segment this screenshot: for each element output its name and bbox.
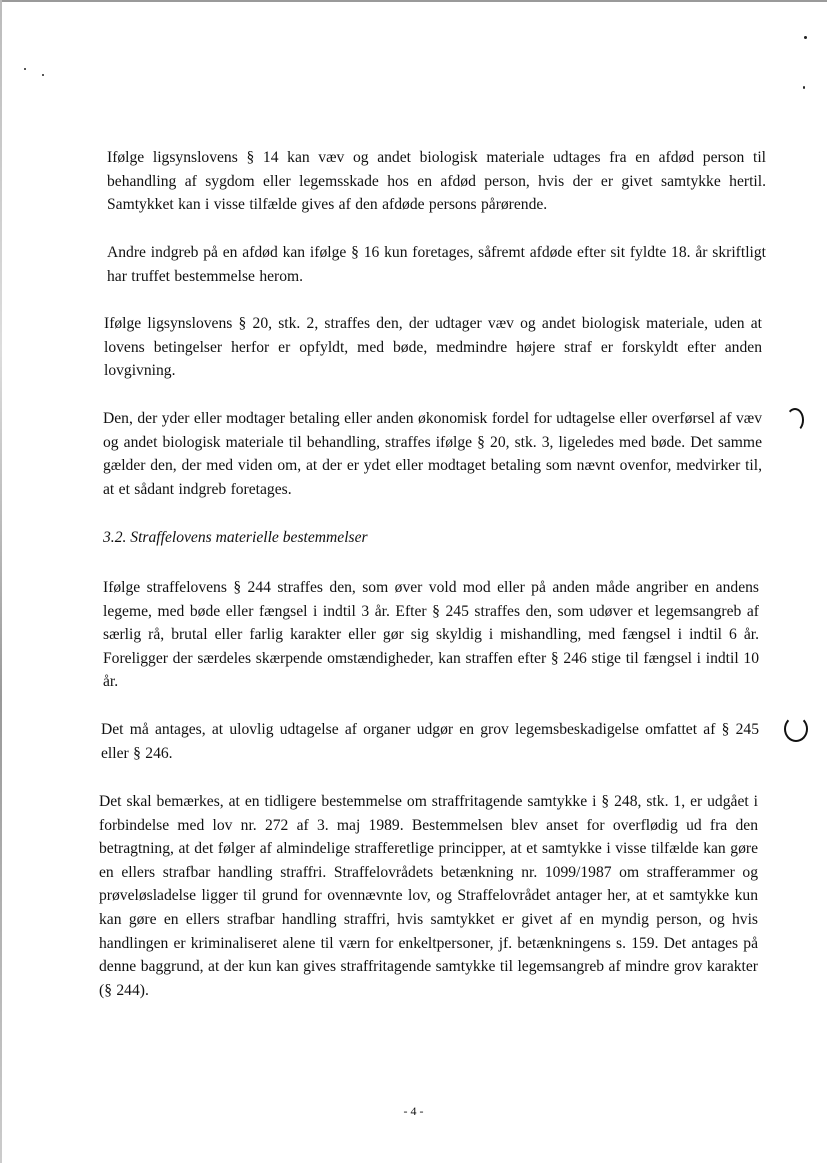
scan-speck [24, 68, 26, 70]
page-number: - 4 - [403, 1104, 424, 1118]
scan-edge-left [0, 0, 2, 1163]
paragraph-ulovlig-udtagelse: Det må antages, at ulovlig udtagelse af organer udgør en grov legemsbeskadigelse omfattet af § 245 eller § 246. [101, 721, 759, 762]
punch-hole-mark [786, 408, 804, 432]
paragraph-straffritagende-samtykke: Det skal bemærkes, at en tidligere bestemmelse om straffritagende samtykke i § 248, stk. 1, er udgået i forbindelse med lov nr. 272 af 3. maj 1989. Bestemmelsen blev anset for overflødig ud fra den betragtning, at det følger af almindelige strafferetlige principper, at et samtykke i visse tilfælde kan gøre en ellers strafbar handling straffri. Straffelovrådets betænkning nr. 1099/1987 om strafferammer og prøveløsladelse ligger til grund for ovennævnte lov, og Straffelovrådet antager her, at et samtykke kun kan gøre en ellers strafbar handling straffri, hvis samtykket er givet af en myndig person, og hvis handlingen er kriminaliseret alene til værn for enkeltpersoner, jf. betænkningens s. 159. Det antages på denne baggrund, at der kun kan gives straffritagende samtykke til legemsangreb af mindre grov karakter (§ 244). [99, 793, 758, 999]
paragraph-ligsynsloven-20-stk3: Den, der yder eller modtager betaling eller anden økonomisk fordel for udtagelse eller overførsel af væv og andet biologisk materiale til behandling, straffes ifølge § 20, stk. 3, ligeledes med bøde. Det samme gælder den, der med viden om, at der er ydet eller modtaget betaling som nævnt ovenfor, medvirker til, at et sådant indgreb foretages. [103, 410, 762, 498]
section-heading: 3.2. Straffelovens materielle bestemmelser [103, 529, 368, 546]
scan-edge-top [0, 0, 827, 2]
scan-speck [804, 36, 807, 39]
paragraph-straffeloven-244-246: Ifølge straffelovens § 244 straffes den, som øver vold mod eller på anden måde angriber en andens legeme, med bøde eller fængsel i indtil 3 år. Efter § 245 straffes den, som udøver et legemsangreb af særlig rå, brutal eller farlig karakter eller gør sig skyldig i mishandling, med fængsel i indtil 6 år. Foreligger der særdeles skærpende omstændigheder, kan straffen efter § 246 stige til fængsel i indtil 10 år. [103, 579, 759, 691]
paragraph-ligsynsloven-14: Ifølge ligsynslovens § 14 kan væv og andet biologisk materiale udtages fra en afdød person til behandling af sygdom eller legemsskade hos en afdød person, hvis der er givet samtykke hertil. Samtykket kan i visse tilfælde gives af den afdøde persons pårørende. [107, 149, 766, 214]
paragraph-ligsynsloven-20-stk2: Ifølge ligsynslovens § 20, stk. 2, straffes den, der udtager væv og andet biologisk materiale, uden at lovens betingelser herfor er opfyldt, med bøde, medmindre højere straf er forskyldt efter anden lovgivning. [104, 315, 762, 380]
scan-speck [42, 74, 44, 76]
punch-hole-mark [784, 716, 808, 742]
paragraph-ligsynsloven-16: Andre indgreb på en afdød kan ifølge § 16 kun foretages, såfremt afdøde efter sit fyldte 18. år skriftligt har truffet bestemmelse herom. [107, 244, 766, 285]
scan-speck [803, 86, 805, 89]
